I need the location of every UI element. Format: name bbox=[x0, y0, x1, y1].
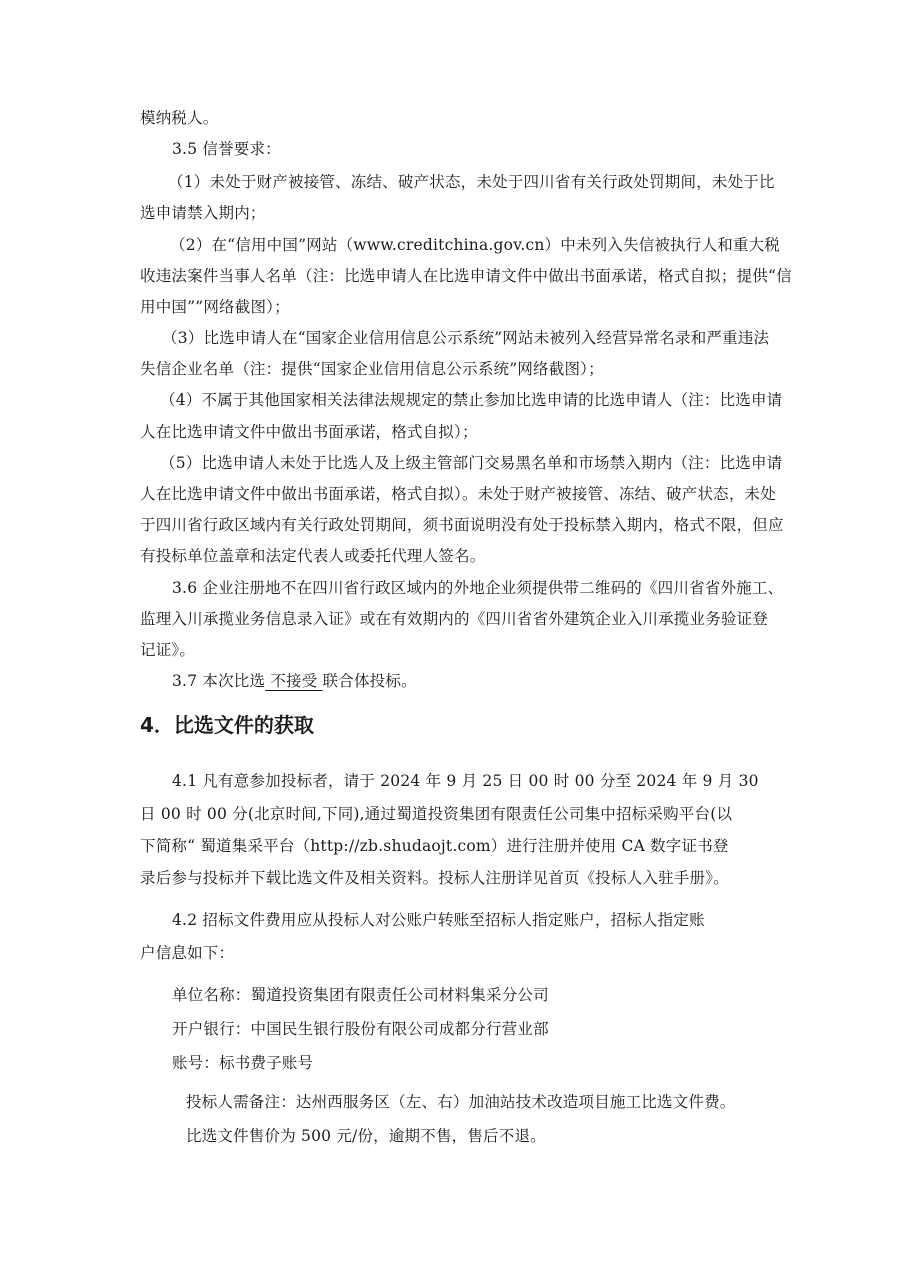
text-line: 记证》。 bbox=[140, 641, 196, 659]
remark-line: 投标人需备注：达州西服务区（左、右）加油站技术改造项目施工比选文件费。 bbox=[186, 1093, 736, 1111]
text-fragment: 联合体投标。 bbox=[322, 672, 417, 690]
underlined-value: 不接受 bbox=[265, 672, 323, 690]
section-3-5-title: 3.5 信誉要求： bbox=[172, 140, 281, 158]
text-line: 收违法案件当事人名单（注：比选申请人在比选申请文件中做出书面承诺，格式自拟；提供“信 bbox=[140, 267, 792, 285]
text-line: 人在比选申请文件中做出书面承诺，格式自拟）； bbox=[140, 423, 478, 441]
text-line: （1）未处于财产被接管、冻结、破产状态，未处于四川省有关行政处罚期间，未处于比 bbox=[168, 173, 775, 191]
text-fragment: 3.7 本次比选 bbox=[172, 672, 266, 690]
text-line: （2）在“信用中国”网站（www.creditchina.gov.cn）中未列入失信被执行人和重大税 bbox=[170, 236, 781, 254]
section-3-6-text: 3.6 企业注册地不在四川省行政区域内的外地企业须提供带二维码的《四川省省外施工、 bbox=[172, 579, 784, 597]
account-bank: 开户银行：中国民生银行股份有限公司成都分行营业部 bbox=[172, 1020, 549, 1038]
text-line: （4）不属于其他国家相关法律法规规定的禁止参加比选申请的比选申请人（注：比选申请 bbox=[160, 391, 783, 409]
text-line: 下简称“ 蜀道集采平台（http://zb.shudaojt.com）进行注册并使用 CA 数字证书登 bbox=[140, 837, 729, 855]
section-4-heading: 4．比选文件的获取 bbox=[140, 713, 314, 737]
text-line: 用中国””网络截图）； bbox=[140, 298, 290, 316]
text-line: 失信企业名单（注：提供“国家企业信用信息公示系统”网络截图）； bbox=[140, 360, 604, 378]
text-line: （3）比选申请人在“国家企业信用信息公示系统”网站未被列入经营异常名录和严重违法 bbox=[162, 329, 770, 347]
text-line: 人在比选申请文件中做出书面承诺，格式自拟）。未处于财产被接管、冻结、破产状态，未处 bbox=[140, 485, 776, 503]
text-line: （5）比选申请人未处于比选人及上级主管部门交易黑名单和市场禁入期内（注：比选申请 bbox=[160, 454, 783, 472]
text-line: 日 00 时 00 分(北京时间,下同),通过蜀道投资集团有限责任公司集中招标采购平台(以 bbox=[140, 805, 733, 823]
section-4-2-text: 4.2 招标文件费用应从投标人对公账户转账至招标人指定账户，招标人指定账 bbox=[172, 911, 705, 929]
section-3-7-text bbox=[172, 671, 417, 691]
price-line: 比选文件售价为 500 元/份，逾期不售，售后不退。 bbox=[186, 1127, 546, 1145]
text-line: 模纳税人。 bbox=[140, 109, 219, 127]
text-line: 于四川省行政区域内有关行政处罚期间，须书面说明没有处于投标禁入期内，格式不限，但应 bbox=[140, 516, 784, 534]
text-line: 录后参与投标并下载比选文件及相关资料。投标人注册详见首页《投标人入驻手册》。 bbox=[140, 869, 729, 887]
text-line: 选申请禁入期内； bbox=[140, 204, 266, 222]
text-line: 有投标单位盖章和法定代表人或委托代理人签名。 bbox=[140, 547, 486, 565]
section-4-1-text: 4.1 凡有意参加投标者，请于 2024 年 9 月 25 日 00 时 00 分至 2024 年 9 月 30 bbox=[172, 772, 759, 790]
text-line: 户信息如下： bbox=[140, 944, 235, 962]
account-number: 账号：标书费子账号 bbox=[172, 1054, 314, 1072]
text-line: 监理入川承揽业务信息录入证》或在有效期内的《四川省省外建筑企业入川承揽业务验证登 bbox=[140, 610, 769, 628]
account-name: 单位名称：蜀道投资集团有限责任公司材料集采分公司 bbox=[172, 986, 549, 1004]
